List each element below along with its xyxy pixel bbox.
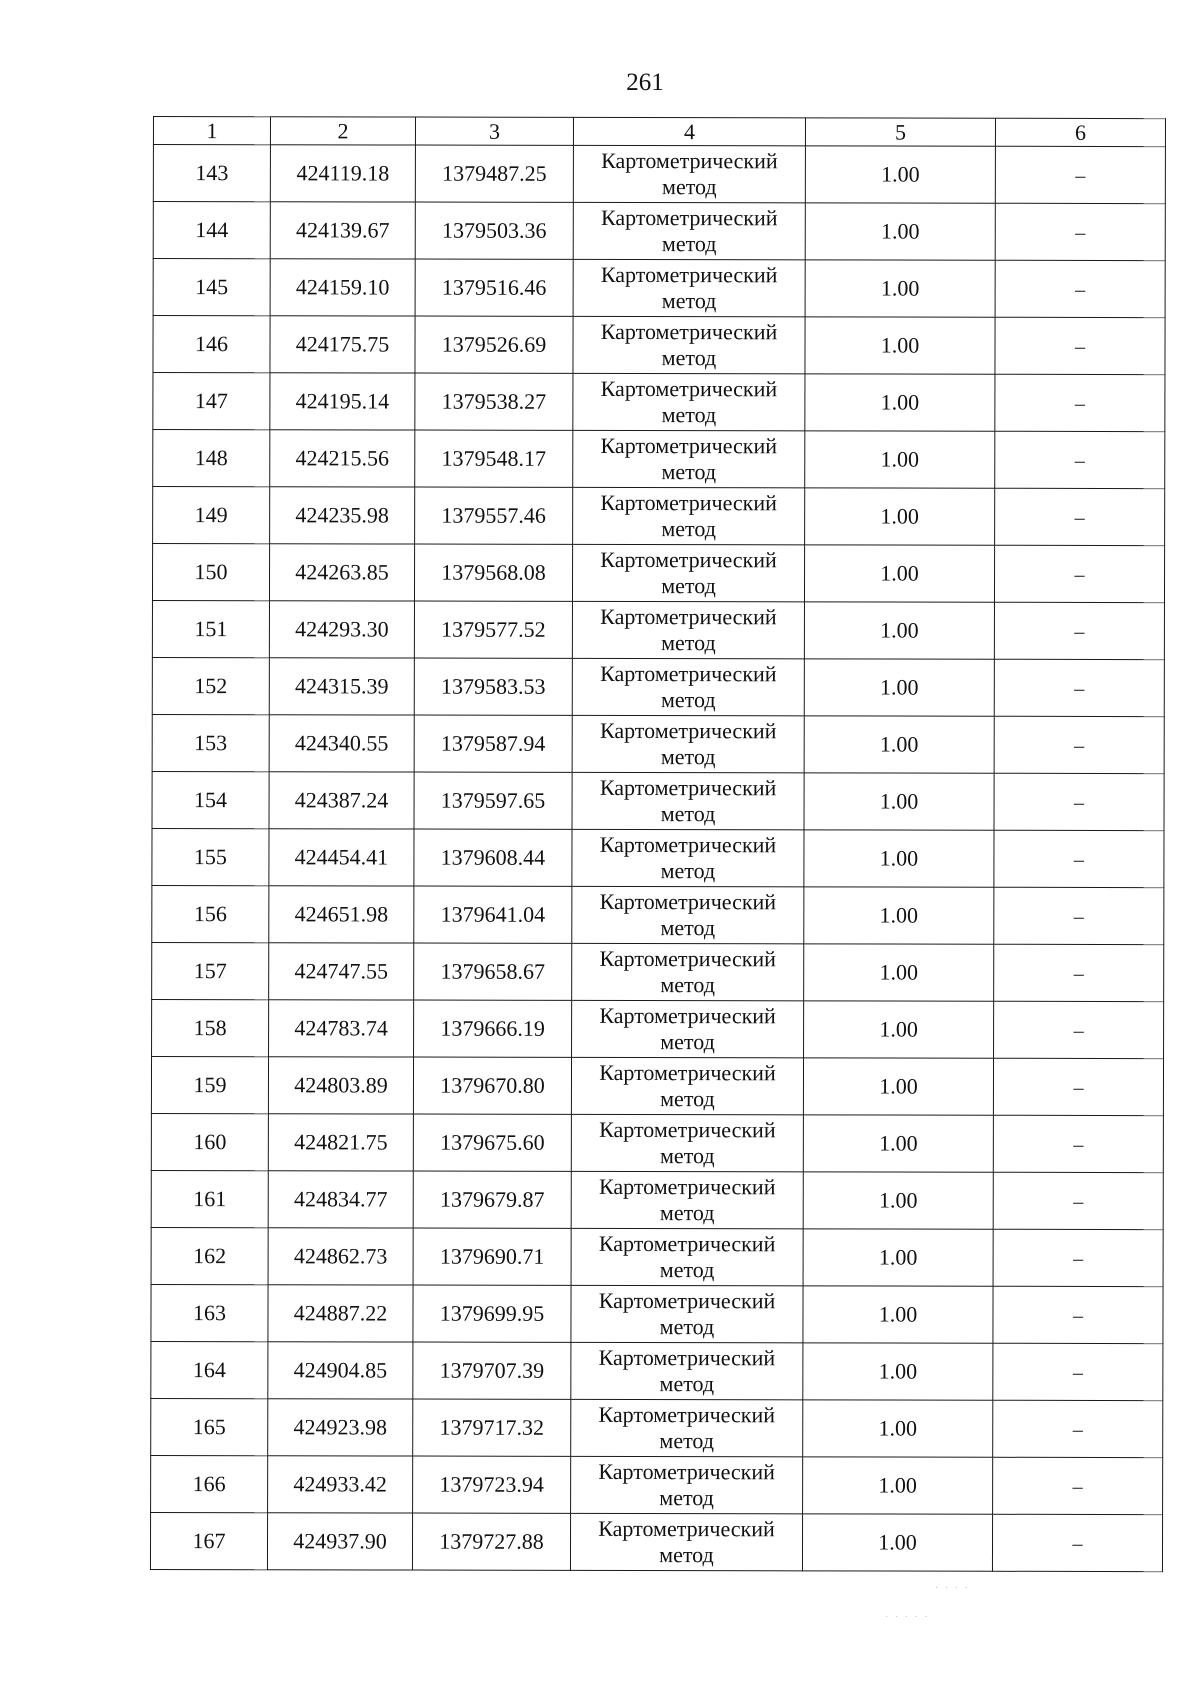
scan-artifact: · · · · · <box>885 1612 930 1623</box>
cell-y-coordinate: 1379707.39 <box>413 1342 571 1399</box>
cell-y-coordinate: 1379516.46 <box>415 259 573 316</box>
table-row <box>152 771 1164 830</box>
table-row <box>152 942 1164 1001</box>
cell-x-coordinate: 424215.56 <box>270 430 415 487</box>
cell-note <box>993 1058 1163 1115</box>
cell-note <box>993 1457 1163 1514</box>
cell-method <box>572 1000 804 1057</box>
cell-note <box>995 488 1165 545</box>
method-line: метод <box>659 1200 715 1226</box>
method-line: Картометрический <box>600 603 777 630</box>
dash-mark: – <box>1074 563 1085 586</box>
table-row <box>152 885 1164 944</box>
table-row <box>152 601 1164 660</box>
cell-x-coordinate: 424235.98 <box>270 487 415 544</box>
cell-point-number: 147 <box>153 373 270 430</box>
table-row <box>151 1455 1163 1514</box>
cell-y-coordinate: 1379503.36 <box>415 202 573 259</box>
cell-y-coordinate: 1379658.67 <box>414 943 572 1000</box>
table-row <box>152 828 1164 887</box>
dash-mark: – <box>1073 848 1084 871</box>
cell-y-coordinate: 1379526.69 <box>415 316 573 373</box>
method-line: Картометрический <box>599 717 777 744</box>
cell-method <box>572 601 804 658</box>
cell-y-coordinate: 1379577.52 <box>414 601 572 658</box>
cell-note <box>993 1286 1163 1343</box>
cell-y-coordinate: 1379583.53 <box>414 658 572 715</box>
cell-method <box>573 487 805 544</box>
method-line: метод <box>661 231 717 257</box>
dash-mark: – <box>1073 905 1084 928</box>
cell-accuracy: 1.00 <box>805 317 995 374</box>
table-header-row <box>153 117 1165 147</box>
method-line: метод <box>661 459 717 485</box>
method-line: метод <box>660 1143 715 1169</box>
cell-method <box>572 772 804 829</box>
cell-x-coordinate: 424783.74 <box>269 1000 414 1057</box>
table-row <box>151 1341 1163 1400</box>
header-cell-col3: 3 <box>415 117 573 145</box>
cell-method <box>573 145 805 202</box>
cell-y-coordinate: 1379568.08 <box>414 544 572 601</box>
method-line: Картометрический <box>598 1230 776 1257</box>
method-line: метод <box>661 288 717 314</box>
table-row <box>153 202 1165 261</box>
cell-point-number: 160 <box>151 1113 268 1170</box>
dash-mark: – <box>1074 506 1085 529</box>
header-cell-col2: 2 <box>270 117 415 145</box>
cell-method <box>571 1342 803 1399</box>
method-line: Картометрический <box>599 1059 776 1086</box>
cell-point-number: 163 <box>151 1284 268 1341</box>
dash-mark: – <box>1073 962 1084 985</box>
cell-point-number: 158 <box>152 999 269 1056</box>
method-line: метод <box>660 687 716 713</box>
method-line: метод <box>660 1086 715 1112</box>
cell-y-coordinate: 1379608.44 <box>414 829 572 886</box>
cell-method <box>573 316 805 373</box>
cell-note <box>992 1514 1162 1571</box>
cell-y-coordinate: 1379548.17 <box>415 430 573 487</box>
cell-method <box>572 943 804 1000</box>
table-row <box>151 1227 1163 1286</box>
method-line: Картометрический <box>599 1002 776 1029</box>
method-line: Картометрический <box>601 204 778 231</box>
dash-mark: – <box>1074 449 1085 472</box>
cell-method <box>573 430 805 487</box>
table-row <box>153 430 1165 489</box>
cell-point-number: 153 <box>152 714 269 771</box>
cell-accuracy: 1.00 <box>805 488 995 545</box>
table-row <box>151 1056 1163 1115</box>
cell-note <box>993 1172 1163 1229</box>
cell-note <box>994 545 1164 602</box>
dash-mark: – <box>1074 734 1085 757</box>
cell-note <box>994 716 1164 773</box>
coordinates-table <box>150 116 1166 1572</box>
cell-note <box>993 1229 1163 1286</box>
cell-method <box>572 658 804 715</box>
cell-method <box>571 1456 803 1513</box>
dash-mark: – <box>1072 1532 1083 1555</box>
cell-point-number: 157 <box>152 942 269 999</box>
cell-point-number: 165 <box>151 1398 268 1455</box>
cell-method <box>570 1513 802 1570</box>
method-line: метод <box>659 1428 715 1454</box>
table-row <box>151 1398 1163 1457</box>
cell-point-number: 152 <box>152 657 269 714</box>
method-line: метод <box>661 345 717 371</box>
table-row <box>151 1113 1163 1172</box>
cell-x-coordinate: 424315.39 <box>269 658 414 715</box>
cell-y-coordinate: 1379666.19 <box>414 1000 572 1057</box>
method-line: метод <box>659 1542 714 1568</box>
cell-note <box>994 773 1164 830</box>
method-line: метод <box>660 744 716 770</box>
cell-x-coordinate: 424340.55 <box>269 715 414 772</box>
dash-mark: – <box>1072 1361 1083 1384</box>
cell-y-coordinate: 1379557.46 <box>415 487 573 544</box>
table-row <box>152 657 1164 716</box>
cell-accuracy: 1.00 <box>804 773 994 830</box>
header-cell-col6: 6 <box>995 118 1165 146</box>
cell-x-coordinate: 424862.73 <box>268 1228 413 1285</box>
header-cell-col4: 4 <box>573 117 805 145</box>
method-line: Картометрический <box>600 261 778 288</box>
cell-method <box>571 1114 803 1171</box>
cell-y-coordinate: 1379675.60 <box>413 1114 571 1171</box>
cell-accuracy: 1.00 <box>803 1343 993 1400</box>
cell-note <box>995 260 1165 317</box>
cell-x-coordinate: 424139.67 <box>270 202 415 259</box>
cell-y-coordinate: 1379717.32 <box>413 1399 571 1456</box>
table-row <box>153 259 1165 318</box>
cell-point-number: 148 <box>153 430 270 487</box>
cell-accuracy: 1.00 <box>803 1229 993 1286</box>
cell-point-number: 159 <box>151 1056 268 1113</box>
method-line: метод <box>662 174 717 200</box>
method-line: Картометрический <box>598 1173 776 1200</box>
cell-accuracy: 1.00 <box>804 887 994 944</box>
table-row <box>151 1170 1163 1229</box>
cell-x-coordinate: 424293.30 <box>269 601 414 658</box>
cell-note <box>993 1343 1163 1400</box>
cell-x-coordinate: 424904.85 <box>268 1342 413 1399</box>
table-row <box>152 714 1164 773</box>
cell-method <box>572 829 804 886</box>
method-line: Картометрический <box>600 375 778 402</box>
table-row <box>150 1512 1162 1571</box>
cell-x-coordinate: 424195.14 <box>270 373 415 430</box>
page-number: 261 <box>626 69 664 96</box>
method-line: метод <box>661 516 716 542</box>
dash-mark: – <box>1072 1475 1083 1498</box>
method-line: метод <box>660 858 716 884</box>
cell-accuracy: 1.00 <box>803 1115 993 1172</box>
method-line: Картометрический <box>601 147 778 174</box>
cell-x-coordinate: 424834.77 <box>268 1171 413 1228</box>
cell-y-coordinate: 1379487.25 <box>415 145 573 202</box>
method-line: Картометрический <box>599 831 777 858</box>
dash-mark: – <box>1072 1304 1084 1327</box>
method-line: метод <box>661 402 717 428</box>
method-line: метод <box>661 630 716 656</box>
cell-method <box>572 886 804 943</box>
method-line: Картометрический <box>599 774 777 801</box>
cell-x-coordinate: 424263.85 <box>269 544 414 601</box>
cell-accuracy: 1.00 <box>803 1457 993 1514</box>
cell-point-number: 143 <box>153 145 270 202</box>
cell-point-number: 154 <box>152 771 269 828</box>
cell-point-number: 162 <box>151 1227 268 1284</box>
cell-point-number: 155 <box>152 828 269 885</box>
dash-mark: – <box>1072 1418 1083 1441</box>
cell-y-coordinate: 1379670.80 <box>413 1057 571 1114</box>
method-line: Картометрический <box>598 1458 775 1485</box>
method-line: метод <box>659 1257 715 1283</box>
cell-point-number: 167 <box>150 1512 267 1569</box>
cell-x-coordinate: 424803.89 <box>268 1057 413 1114</box>
cell-method <box>573 202 805 259</box>
cell-y-coordinate: 1379597.65 <box>414 772 572 829</box>
cell-method <box>572 715 804 772</box>
cell-point-number: 156 <box>152 885 269 942</box>
method-line: метод <box>661 573 716 599</box>
cell-accuracy: 1.00 <box>803 1400 993 1457</box>
dash-mark: – <box>1073 1019 1084 1042</box>
cell-y-coordinate: 1379723.94 <box>413 1456 571 1513</box>
cell-accuracy: 1.00 <box>805 146 995 203</box>
cell-accuracy: 1.00 <box>804 716 994 773</box>
table-row <box>153 145 1165 204</box>
cell-x-coordinate: 424651.98 <box>269 886 414 943</box>
method-line: Картометрический <box>600 432 778 459</box>
cell-point-number: 166 <box>151 1455 268 1512</box>
cell-y-coordinate: 1379699.95 <box>413 1285 571 1342</box>
cell-x-coordinate: 424747.55 <box>269 943 414 1000</box>
cell-note <box>994 887 1164 944</box>
dash-mark: – <box>1074 335 1086 358</box>
method-line: метод <box>659 1485 714 1511</box>
scan-artifact: · · · · <box>935 1583 970 1594</box>
cell-y-coordinate: 1379690.71 <box>413 1228 571 1285</box>
method-line: Картометрический <box>598 1287 776 1314</box>
cell-y-coordinate: 1379538.27 <box>415 373 573 430</box>
cell-point-number: 145 <box>153 259 270 316</box>
table-row <box>153 316 1165 375</box>
cell-method <box>571 1228 803 1285</box>
cell-x-coordinate: 424159.10 <box>270 259 415 316</box>
cell-note <box>995 431 1165 488</box>
cell-x-coordinate: 424933.42 <box>268 1456 413 1513</box>
method-line: метод <box>659 1371 715 1397</box>
method-line: Картометрический <box>600 318 778 345</box>
dash-mark: – <box>1073 1076 1084 1099</box>
cell-accuracy: 1.00 <box>804 602 994 659</box>
cell-note <box>995 146 1165 203</box>
cell-point-number: 150 <box>152 544 269 601</box>
header-cell-col5: 5 <box>805 118 995 146</box>
cell-y-coordinate: 1379679.87 <box>413 1171 571 1228</box>
cell-accuracy: 1.00 <box>805 431 995 488</box>
method-line: Картометрический <box>600 546 777 573</box>
cell-method <box>572 544 804 601</box>
table-row <box>153 487 1165 546</box>
cell-point-number: 161 <box>151 1170 268 1227</box>
method-line: метод <box>660 1029 715 1055</box>
cell-accuracy: 1.00 <box>802 1514 992 1571</box>
cell-point-number: 151 <box>152 601 269 658</box>
method-line: Картометрический <box>600 489 777 516</box>
cell-note <box>994 1001 1164 1058</box>
cell-note <box>995 317 1165 374</box>
cell-point-number: 164 <box>151 1341 268 1398</box>
table-row <box>152 999 1164 1058</box>
cell-note <box>993 1115 1163 1172</box>
method-line: метод <box>659 1314 715 1340</box>
cell-x-coordinate: 424175.75 <box>270 316 415 373</box>
table-row <box>152 544 1164 603</box>
dash-mark: – <box>1074 791 1085 814</box>
cell-accuracy: 1.00 <box>803 1058 993 1115</box>
cell-method <box>571 1171 803 1228</box>
cell-y-coordinate: 1379587.94 <box>414 715 572 772</box>
cell-x-coordinate: 424119.18 <box>270 145 415 202</box>
cell-accuracy: 1.00 <box>804 944 994 1001</box>
dash-mark: – <box>1074 392 1085 415</box>
cell-x-coordinate: 424387.24 <box>269 772 414 829</box>
method-line: метод <box>660 915 716 941</box>
cell-point-number: 146 <box>153 316 270 373</box>
cell-method <box>573 373 805 430</box>
cell-method <box>571 1399 803 1456</box>
cell-accuracy: 1.00 <box>804 830 994 887</box>
cell-note <box>995 374 1165 431</box>
cell-accuracy: 1.00 <box>804 659 994 716</box>
method-line: метод <box>660 972 715 998</box>
cell-method <box>573 259 805 316</box>
cell-x-coordinate: 424937.90 <box>267 1513 412 1570</box>
cell-y-coordinate: 1379727.88 <box>412 1513 570 1570</box>
cell-x-coordinate: 424887.22 <box>268 1285 413 1342</box>
method-line: Картометрический <box>599 1116 776 1143</box>
cell-x-coordinate: 424923.98 <box>268 1399 413 1456</box>
method-line: Картометрический <box>598 1344 776 1371</box>
cell-accuracy: 1.00 <box>804 1001 994 1058</box>
cell-accuracy: 1.00 <box>805 260 995 317</box>
cell-note <box>994 830 1164 887</box>
cell-accuracy: 1.00 <box>805 203 995 260</box>
cell-method <box>571 1057 803 1114</box>
method-line: Картометрический <box>598 1401 776 1428</box>
cell-point-number: 149 <box>153 487 270 544</box>
dash-mark: – <box>1075 164 1086 187</box>
dash-mark: – <box>1073 1247 1084 1270</box>
method-line: Картометрический <box>598 1515 775 1542</box>
dash-mark: – <box>1074 620 1085 643</box>
method-line: Картометрический <box>600 660 777 687</box>
cell-accuracy: 1.00 <box>805 374 995 431</box>
dash-mark: – <box>1073 1133 1084 1156</box>
table-row <box>151 1284 1163 1343</box>
header-cell-col1: 1 <box>153 117 270 145</box>
cell-x-coordinate: 424454.41 <box>269 829 414 886</box>
dash-mark: – <box>1075 221 1086 244</box>
cell-note <box>994 602 1164 659</box>
dash-mark: – <box>1074 677 1085 700</box>
cell-x-coordinate: 424821.75 <box>268 1114 413 1171</box>
cell-method <box>571 1285 803 1342</box>
method-line: метод <box>660 801 716 827</box>
table-body <box>150 117 1165 1572</box>
table-row <box>153 373 1165 432</box>
cell-accuracy: 1.00 <box>803 1286 993 1343</box>
cell-note <box>994 659 1164 716</box>
method-line: Картометрический <box>599 888 777 915</box>
cell-accuracy: 1.00 <box>804 545 994 602</box>
cell-note <box>994 944 1164 1001</box>
cell-note <box>995 203 1165 260</box>
dash-mark: – <box>1075 278 1086 301</box>
method-line: Картометрический <box>599 945 776 972</box>
cell-y-coordinate: 1379641.04 <box>414 886 572 943</box>
cell-note <box>993 1400 1163 1457</box>
cell-accuracy: 1.00 <box>803 1172 993 1229</box>
dash-mark: – <box>1073 1190 1084 1213</box>
cell-point-number: 144 <box>153 202 270 259</box>
